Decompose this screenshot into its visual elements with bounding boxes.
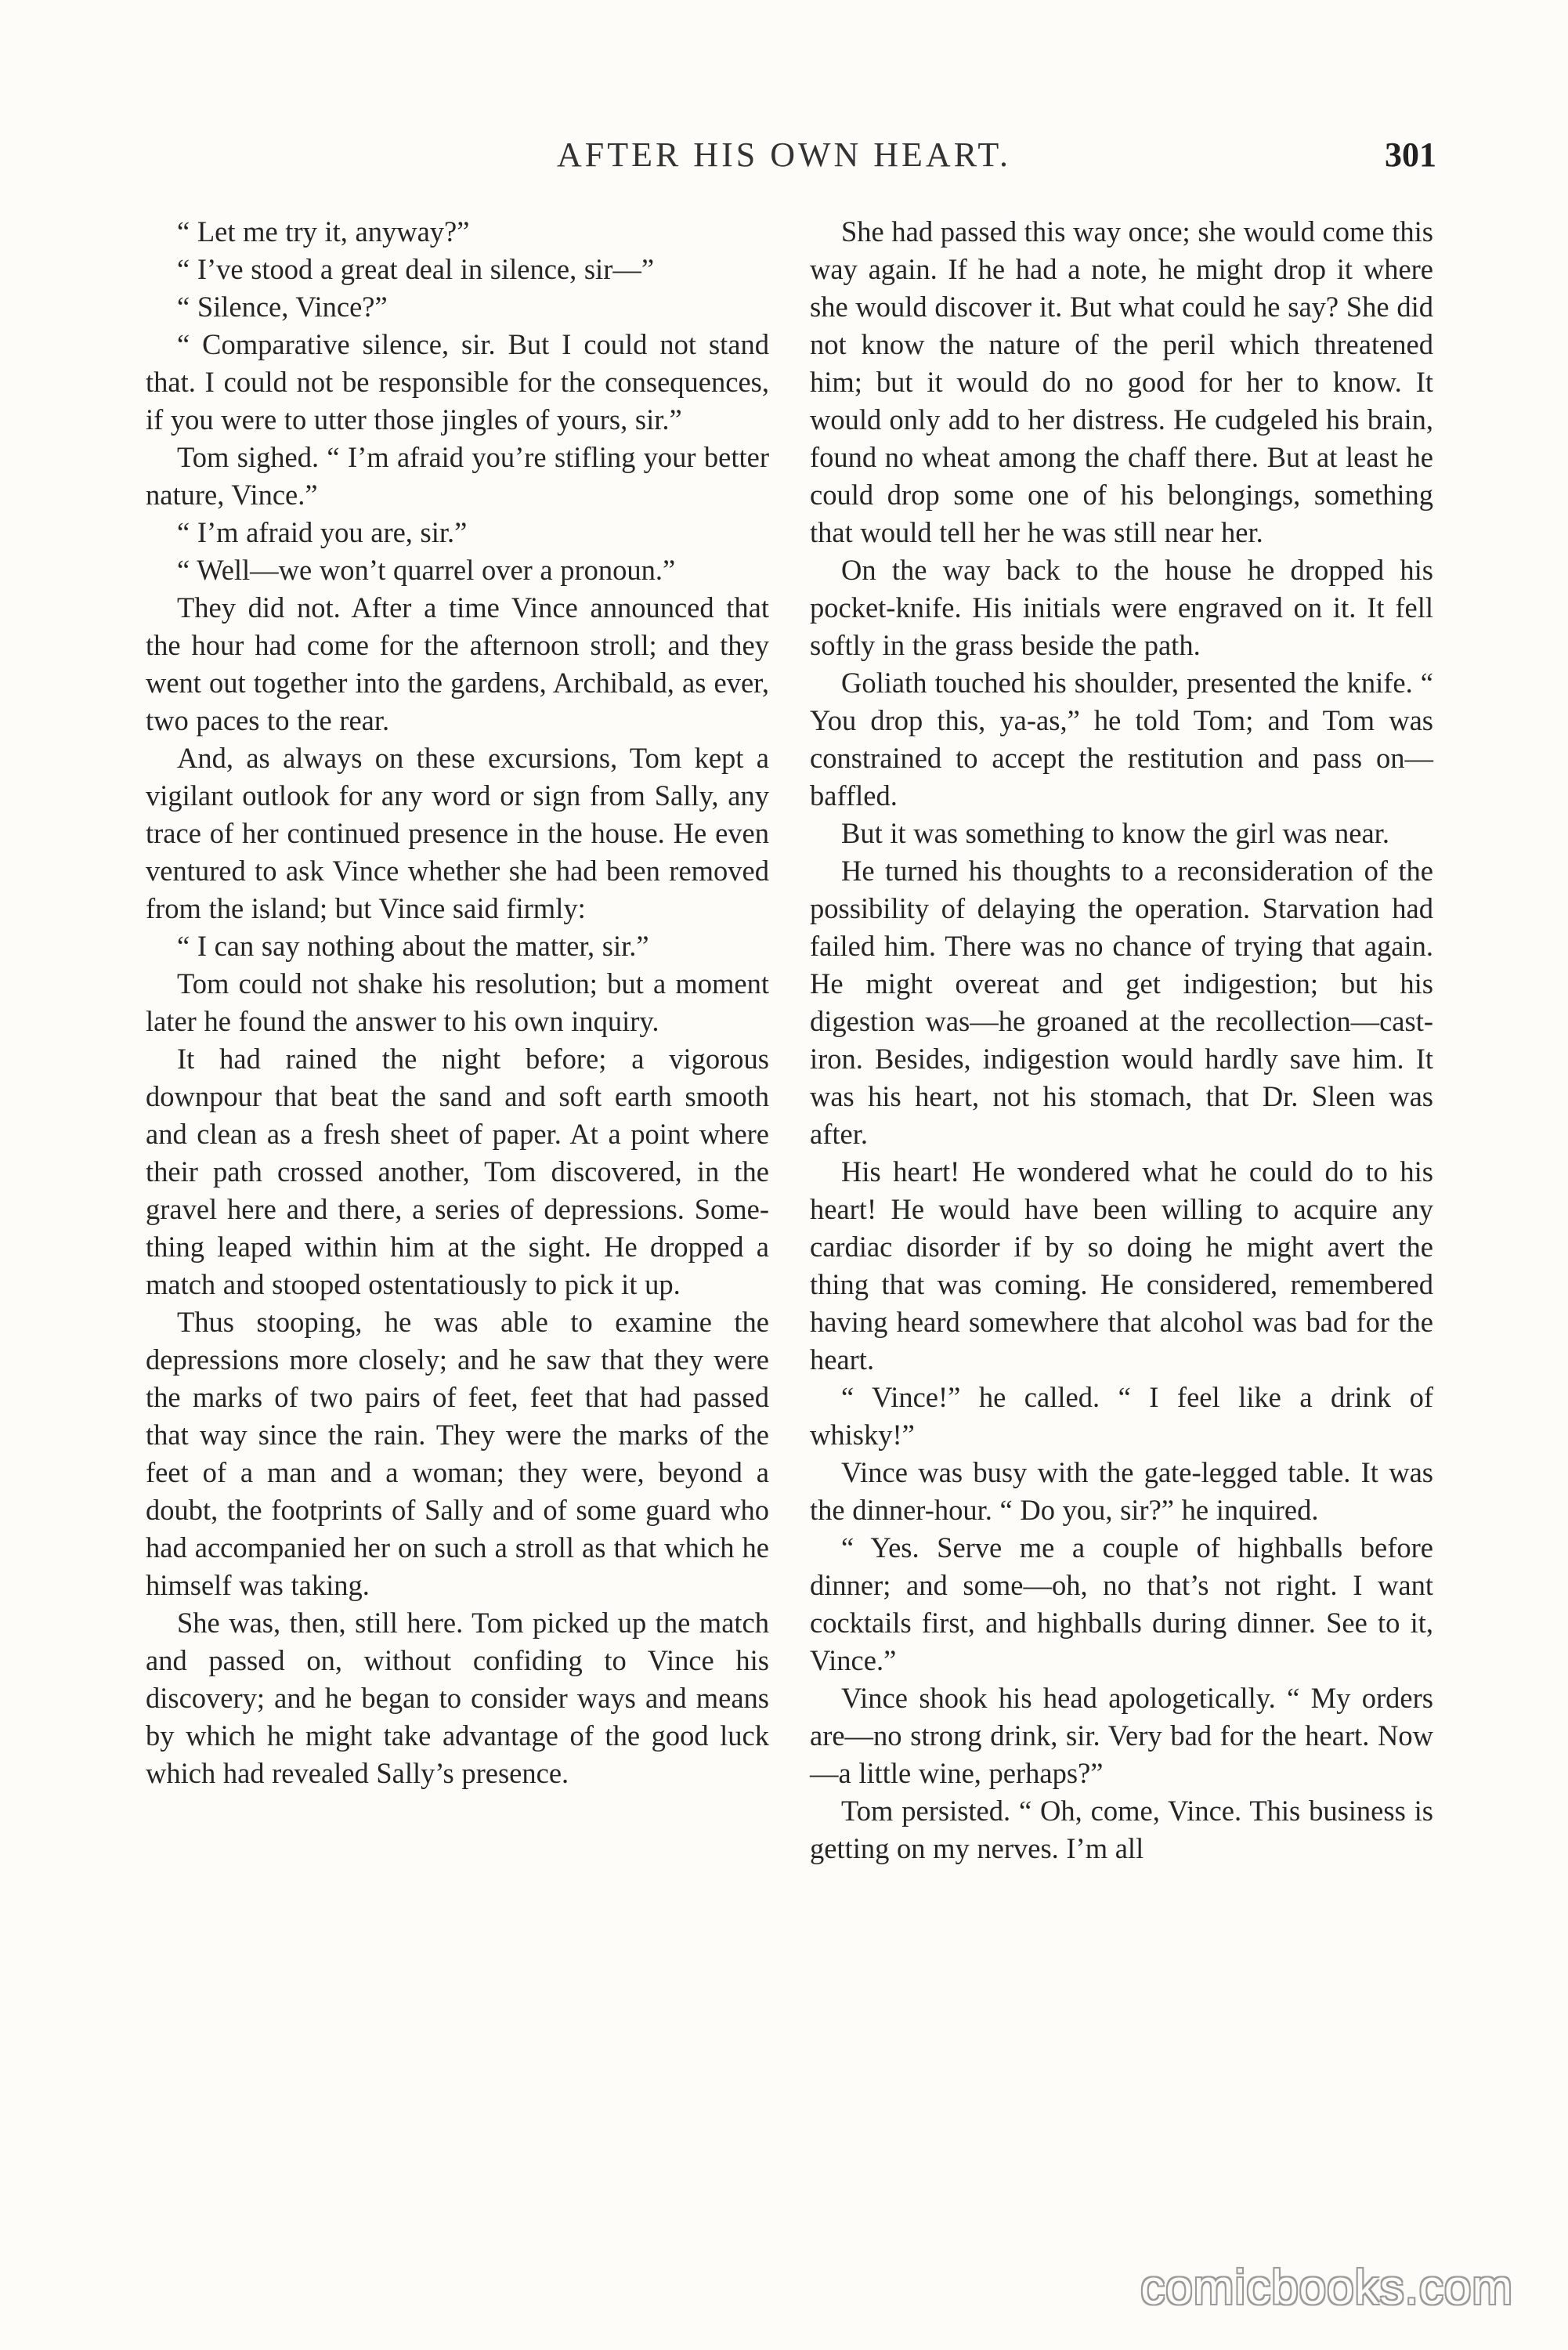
paragraph: Goliath touched his shoulder, presented the knife. “ You drop this, ya-as,” he told Tom; and Tom was constrained to accept the restitution and pass on—baffled. <box>810 667 1433 812</box>
paragraph: “ Comparative silence, sir. But I could not stand that. I could not be responsible for the consequences, if you were to utter those jingles of yours, sir.” <box>146 328 769 436</box>
paragraph: Tom persisted. “ Oh, come, Vince. This business is getting on my nerves. I’m all <box>810 1795 1433 1864</box>
paragraph: Vince was busy with the gate-legged table. It was the dinner-hour. “ Do you, sir?” he inquired. <box>810 1456 1433 1526</box>
paragraph: Vince shook his head apologetically. “ My orders are—no strong drink, sir. Very bad for the heart. Now—a little wine, perhaps?” <box>810 1682 1433 1789</box>
running-title: AFTER HIS OWN HEART. <box>556 136 1012 174</box>
paragraph: “ Well—we won’t quarrel over a pronoun.” <box>177 554 676 586</box>
paragraph: They did not. After a time Vince announced that the hour had come for the afternoon stroll; and they went out together into the gardens, Archibald, as ever, two paces to the rear. <box>146 591 769 736</box>
watermark-logo: comicbooks.com <box>1140 2261 1513 2315</box>
paragraph: Tom could not shake his resolution; but a moment later he found the answer to his own inquiry. <box>146 967 769 1037</box>
paragraph: On the way back to the house he dropped his pocket-knife. His initials were engraved on it. It fell softly in the grass beside the path. <box>810 554 1433 661</box>
page-header <box>0 132 1568 179</box>
paragraph: “ Silence, Vince?” <box>177 291 388 323</box>
paragraph: And, as always on these excursions, Tom kept a vigilant outlook for any word or sign from Sally, any trace of her continued presence in the house. He even ventured to ask Vince whether she had been removed from the island; but Vince said firmly: <box>146 742 769 924</box>
page-number: 301 <box>1385 136 1436 174</box>
paragraph: “ I can say nothing about the matter, sir.” <box>177 930 649 962</box>
paragraph: It had rained the night before; a vigorous downpour that beat the sand and soft earth smooth and clean as a fresh sheet of paper. At a point where their path crossed another, Tom discovered, in the gravel here and there, a series of depressions. Something leaped within him at the sight. He dropped a match and stooped ostentatiously to pick it up. <box>146 1043 769 1300</box>
paragraph: His heart! He wondered what he could do to his heart! He would have been willing to acquire any cardiac disorder if by so doing he might avert the thing that was coming. He considered, remembered having heard somewhere that alcohol was bad for the heart. <box>810 1155 1433 1376</box>
paragraph: She was, then, still here. Tom picked up the match and passed on, without confiding to Vince his discovery; and he began to consider ways and means by which he might take advantage of the good luck which had revealed Sally’s presence. <box>146 1607 769 1789</box>
left-text-column <box>146 213 769 1792</box>
paragraph: Thus stooping, he was able to examine the depressions more closely; and he saw that they were the marks of two pairs of feet, feet that had passed that way since the rain. They were the marks of the feet of a man and a woman; they were, beyond a doubt, the footprints of Sally and of some guard who had accompanied her on such a stroll as that which he himself was taking. <box>146 1306 769 1601</box>
paragraph: “ I’ve stood a great deal in silence, sir—” <box>177 253 655 285</box>
paragraph: He turned his thoughts to a reconsideration of the possibility of delaying the operation. Starvation had failed him. There was no chance of trying that again. He might overeat and get indigestion; but his digestion was—he groaned at the recollection—cast-iron. Besides, indigestion would hardly save him. It was his heart, not his stomach, that Dr. Sleen was after. <box>810 855 1433 1150</box>
paragraph: She had passed this way once; she would come this way again. If he had a note, he might drop it where she would discover it. But what could he say? She did not know the nature of the peril which threatened him; but it would do no good for her to know. It would only add to her distress. He cudgeled his brain, found no wheat among the chaff there. But at least he could drop some one of his belongings, something that would tell her he was still near her. <box>810 215 1433 548</box>
paragraph: “ Let me try it, anyway?” <box>177 215 470 248</box>
paragraph: “ Yes. Serve me a couple of highballs before dinner; and some—oh, no that’s not right. I want cocktails first, and highballs during dinner. See to it, Vince.” <box>810 1531 1433 1676</box>
paragraph: “ Vince!” he called. “ I feel like a drink of whisky!” <box>810 1381 1433 1451</box>
paragraph: “ I’m afraid you are, sir.” <box>177 516 468 548</box>
paragraph: But it was something to know the girl was near. <box>841 817 1389 849</box>
right-text-column <box>810 213 1433 1867</box>
paragraph: Tom sighed. “ I’m afraid you’re stifling your better nature, Vince.” <box>146 441 769 511</box>
